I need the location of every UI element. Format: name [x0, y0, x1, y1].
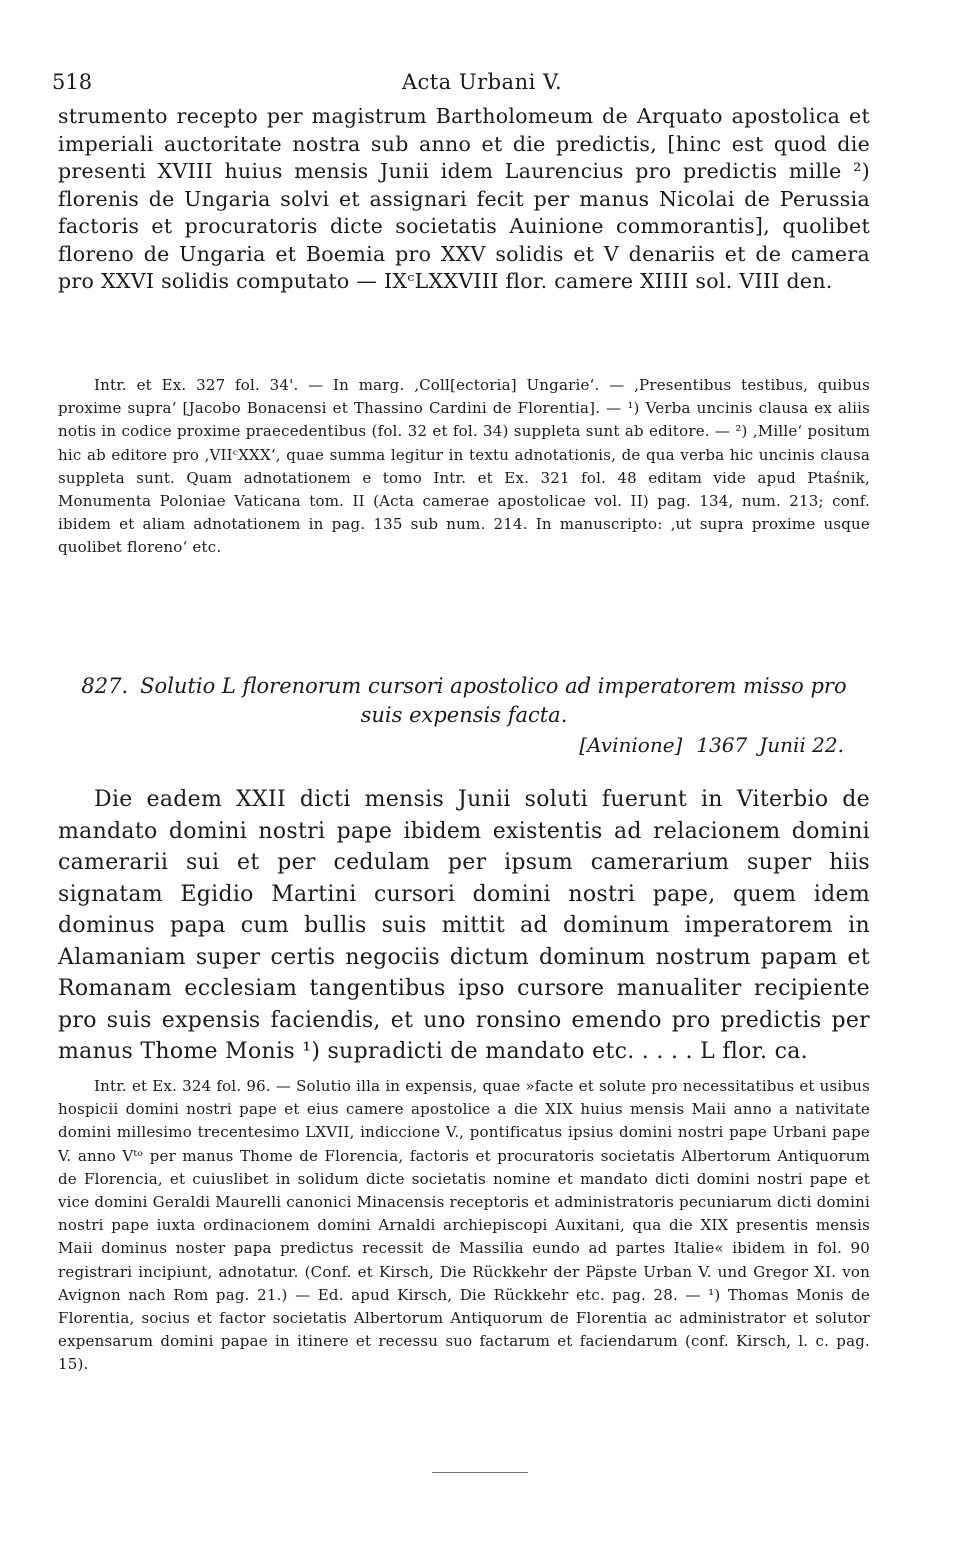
running-title: Acta Urbani V.	[401, 70, 563, 94]
document-number: 827.	[81, 674, 129, 698]
continued-footnotes: Intr. et Ex. 327 fol. 34'. — In marg. ‚Coll[ectoria] Ungarie‘. — ‚Presentibus testibus, quibus proxime supra‘ [Jacobo Bonacensi et Thassino Cardini de Florentia]. — ¹) Verba uncinis clausa ex aliis notis in codice proxime praecedentibus (fol. 32 et fol. 34) suppleta sunt ab editore. — ²) ‚Mille‘ positum hic ab editore pro ‚VIIᶜXXX‘, quae summa legitur in textu adnotationis, de qua verba hic uncinis clausa suppleta sunt. Quam adnotationem e tomo Intr. et Ex. 321 fol. 48 editam vide apud Ptaśnik, Monumenta Poloniae Vaticana tom. II (Acta camerae apostolicae vol. II) pag. 134, num. 213; conf. ibidem et aliam adnotationem in pag. 135 sub num. 214. In manuscripto: ‚ut supra proxime usque quolibet floreno‘ etc.	[58, 376, 870, 557]
document-title: Solutio L florenorum cursori apostolico ad imperatorem misso pro suis expensis facta.	[140, 674, 847, 727]
document-heading	[58, 672, 870, 730]
continued-document-text: strumento recepto per magistrum Bartholomeum de Arquato apostolica et imperiali auctoritate nostra sub anno et die predictis, [hinc est quod die presenti XVIII huius mensis Junii idem Laurencius pro predictis mille ²) florenis de Ungaria solvi et assignari fecit per manus Nicolai de Perussia factoris et procuratoris dicte societatis Auinione commorantis], quolibet floreno de Ungaria et Boemia pro XXV solidis et V denariis et de camera pro XXVI solidis computato — IXᶜLXXVIII flor. camere XIIII sol. VIII den.	[58, 104, 870, 293]
date-year: 1367	[696, 733, 748, 757]
document-footnotes: Intr. et Ex. 324 fol. 96. — Solutio illa in expensis, quae »facte et solute pro necessitatibus et usibus hospicii domini nostri pape et eius camere apostolice a die XIX huius mensis Maii anno a nativitate domini millesimo trecentesimo LXVII, indiccione V., pontificatus ipsius domini nostri pape Urbani pape V. anno Vᵗᵒ per manus Thome de Florencia, factoris et procuratoris societatis Albertorum Antiquorum de Florencia, et cuiuslibet in solidum dicte societatis nomine et mandato dicti domini nostri pape et vice domini Geraldi Maurelli canonici Minacensis receptoris et administratoris pecuniarum dicti domini nostri pape iuxta ordinacionem domini Arnaldi archiepiscopi Auxitani, qua die XIX presentis mensis Maii dominus noster papa predictus recessit de Massilia eundo ad partes Italie« ibidem in fol. 90 registrari incipiunt, adnotatur. (Conf. et Kirsch, Die Rückkehr der Päpste Urban V. und Gregor XI. von Avignon nach Rom pag. 21.) — Ed. apud Kirsch, Die Rückkehr etc. pag. 28. — ¹) Thomas Monis de Florentia, socius et factor societatis Albertorum Antiquorum de Florentia ac administrator et solutor expensarum domini papae in itinere et recessu suo factarum et faciendarum (conf. Kirsch, l. c. pag. 15).	[58, 1077, 870, 1374]
page-number: 518	[52, 70, 93, 94]
page-header	[52, 70, 912, 100]
date-place: [Avinione]	[579, 733, 683, 757]
end-rule	[432, 1472, 528, 1473]
date-day: Junii 22.	[759, 733, 844, 757]
document-date	[579, 733, 844, 757]
document-text: Die eadem XXII dicti mensis Junii soluti fuerunt in Viterbio de mandato domini nostri pape ibidem existentis ad relacionem domini camerarii sui et per cedulam per ipsum camerarium super hiis signatam Egidio Martini cursori domini nostri pape, quem idem dominus papa cum bullis suis mittit ad dominum imperatorem in Alamaniam super certis negociis dictum dominum nostrum papam et Romanam ecclesiam tangentibus ipso cursore manualiter recipiente pro suis expensis faciendis, et uno ronsino emendo pro predictis per manus Thome Monis ¹) supradicti de mandato etc. . . . . L flor. ca.	[58, 787, 870, 1064]
